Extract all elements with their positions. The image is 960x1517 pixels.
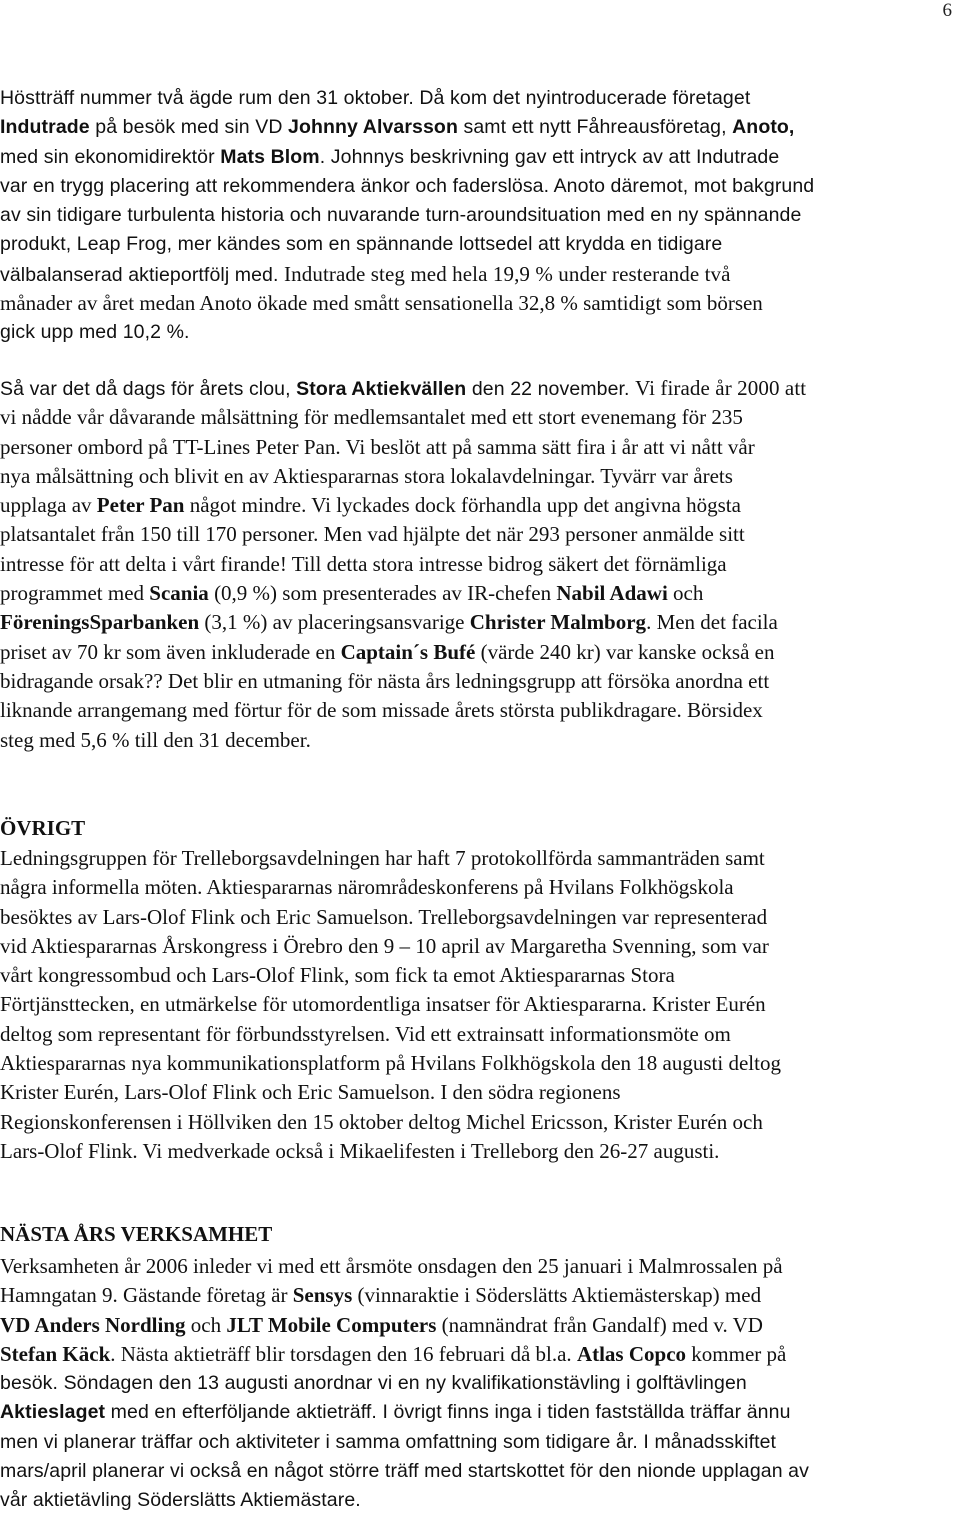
text-segment: Indutrade steg med hela 19,9 % under resterande två (284, 261, 731, 286)
text-line (0, 318, 960, 347)
bold-text: Nabil Adawi (556, 581, 668, 606)
text-line (0, 1486, 960, 1515)
bold-text: Anoto, (732, 116, 795, 139)
text-line (0, 1311, 960, 1340)
text-segment: Vi firade år 2000 att (635, 376, 807, 400)
bold-text: Mats Blom (220, 145, 320, 168)
text-segment: gick upp med 10,2 %. (0, 321, 190, 344)
paragraph-nasta-ars-verksamhet (0, 1252, 960, 1516)
text-line (0, 260, 960, 289)
bold-text: Aktieslaget (0, 1401, 106, 1424)
text-line (0, 374, 960, 403)
text-line (0, 1457, 960, 1486)
text-segment: (värde 240 kr) var kanske också en (475, 639, 775, 664)
text-line (0, 1369, 960, 1398)
text-segment: bidragande orsak?? Det blir en utmaning för nästa års ledningsgrupp att försöka anordna ett (0, 668, 770, 693)
text-segment: välbalanserad aktieportfölj med. (0, 263, 285, 286)
bold-text: Captain´s Bufé (340, 639, 476, 664)
text-line (0, 990, 960, 1019)
text-segment: besök. Söndagen den 13 augusti anordnar vi en ny kvalifikationstävling i golftävlingen (0, 1372, 747, 1395)
text-segment: den 22 november. (466, 378, 636, 400)
text-segment: något mindre. Vi lyckades dock förhandla upp det angivna högsta (184, 493, 741, 518)
text-segment: Verksamheten år 2006 inleder vi med ett årsmöte onsdagen den 25 januari i Malmrossalen på (0, 1254, 783, 1278)
text-segment: liknande arrangemang med förtur för de som missade årets största publikdragare. Börsidex (0, 698, 763, 723)
text-line (0, 113, 960, 142)
text-line (0, 1137, 960, 1166)
page-number: 6 (942, 0, 952, 21)
text-segment: med en efterföljande aktieträff. I övrigt finns inga i tiden fastställda träffar ännu (105, 1401, 791, 1424)
text-line (0, 230, 960, 259)
text-segment: Ledningsgruppen för Trelleborgsavdelningen har haft 7 protokollförda sammanträden samt (0, 846, 765, 870)
bold-text: Peter Pan (96, 493, 185, 518)
text-segment: mars/april planerar vi också en något större träff med startskottet för den nionde upplagan av (0, 1460, 809, 1483)
text-segment: upplaga av (0, 493, 97, 518)
text-line (0, 289, 960, 318)
text-segment: Aktiespararnas nya kommunikationsplatform på Hvilans Folkhögskola den 18 augusti deltog (0, 1051, 781, 1076)
text-segment: produkt, Leap Frog, mer kändes som en spännande lottsedel att krydda en tidigare (0, 233, 723, 256)
paragraph-ovrigt (0, 844, 960, 1166)
text-segment: vid Aktiespararnas Årskongress i Örebro den 9 – 10 april av Margaretha Svenning, som var (0, 933, 769, 958)
bold-text: Stora Aktiekvällen (296, 378, 467, 400)
text-segment: platsantalet från 150 till 170 personer. Men vad hjälpte det när 293 personer anmälde sitt (0, 522, 745, 547)
text-line (0, 1020, 960, 1049)
text-line (0, 844, 960, 873)
text-line (0, 932, 960, 961)
text-line (0, 961, 960, 990)
text-segment: Krister Eurén, Lars-Olof Flink och Eric Samuelson. I den södra regionens (0, 1080, 621, 1105)
text-segment: . Men det facila (646, 610, 778, 635)
text-line (0, 172, 960, 201)
text-segment: steg med 5,6 % till den 31 december. (0, 727, 311, 752)
text-segment: . Nästa aktieträff blir torsdagen den 16 februari då bl.a. (110, 1341, 577, 1366)
text-segment: (namnändrat från Gandalf) med v. VD (436, 1312, 763, 1337)
text-segment: Förtjänsttecken, en utmärkelse för utomordentliga insatser för Aktiespararna. Krister Eurén (0, 992, 766, 1017)
text-segment: var en trygg placering att rekommendera änkor och faderslösa. Anoto däremot, mot bakgrund (0, 174, 815, 197)
text-line (0, 143, 960, 172)
text-segment: (3,1 %) av placeringsansvarige (199, 610, 470, 635)
bold-text: JLT Mobile Computers (226, 1312, 437, 1337)
section-heading-nasta-ars-verksamhet: NÄSTA ÅRS VERKSAMHET (0, 1222, 273, 1246)
section-heading-ovrigt: ÖVRIGT (0, 816, 86, 840)
bold-text: FöreningsSparbanken (0, 610, 200, 635)
text-line (0, 1281, 960, 1310)
text-segment: kommer på (686, 1341, 787, 1366)
text-line (0, 579, 960, 608)
bold-text: Stefan Käck (0, 1341, 111, 1366)
paragraph-aktiekvallen (0, 374, 960, 755)
text-line (0, 1340, 960, 1369)
bold-text: Indutrade (0, 116, 90, 139)
text-line (0, 403, 960, 432)
text-segment: personer ombord på TT-Lines Peter Pan. Vi beslöt att på samma sätt fira i år att vi nått vår (0, 434, 755, 459)
text-segment: med sin ekonomidirektör (0, 145, 221, 168)
text-segment: programmet med (0, 581, 150, 606)
text-line (0, 462, 960, 491)
text-line (0, 667, 960, 696)
bold-text: Christer Malmborg (469, 610, 647, 635)
bold-text: Sensys (292, 1283, 353, 1308)
text-segment: några informella möten. Aktiespararnas närområdeskonferens på Hvilans Folkhögskola (0, 875, 734, 900)
text-segment: vår aktietävling Söderslätts Aktiemästare. (0, 1489, 361, 1512)
text-line (0, 520, 960, 549)
text-segment: men vi planerar träffar och aktiviteter i samma omfattning som tidigare år. I månadsskiftet (0, 1430, 777, 1453)
bold-text: Scania (149, 581, 209, 606)
text-segment: besöktes av Lars-Olof Flink och Eric Samuelson. Trelleborgsavdelningen var representerad (0, 904, 768, 929)
paragraph-hosttraff (0, 84, 960, 348)
text-segment: Lars-Olof Flink. Vi medverkade också i Mikaelifesten i Trelleborg den 26-27 augusti. (0, 1138, 720, 1163)
text-segment: vårt kongressombud och Lars-Olof Flink, som fick ta emot Aktiespararnas Stora (0, 963, 675, 988)
text-line (0, 84, 960, 113)
text-line (0, 1252, 960, 1281)
text-line (0, 873, 960, 902)
text-line (0, 201, 960, 230)
text-line (0, 1049, 960, 1078)
text-line (0, 550, 960, 579)
text-segment: priset av 70 kr som även inkluderade en (0, 639, 341, 664)
text-line (0, 491, 960, 520)
text-line (0, 1428, 960, 1457)
bold-text: Atlas Copco (576, 1341, 687, 1366)
text-line (0, 1078, 960, 1107)
text-segment: månader av året medan Anoto ökade med smått sensationella 32,8 % samtidigt som börsen (0, 291, 763, 316)
text-segment: Höstträff nummer två ägde rum den 31 oktober. Då kom det nyintroducerade företaget (0, 87, 751, 109)
text-segment: på besök med sin VD (89, 116, 289, 139)
text-segment: . Johnnys beskrivning gav ett intryck av att Indutrade (319, 145, 780, 168)
text-line (0, 608, 960, 637)
text-segment: och (667, 581, 704, 606)
text-segment: deltog som representant för förbundsstyrelsen. Vid ett extrainsatt informationsmöte om (0, 1021, 731, 1046)
text-segment: (vinnaraktie i Söderslätts Aktiemästerskap) med (352, 1283, 762, 1308)
bold-text: Johnny Alvarsson (288, 116, 458, 139)
text-segment: Hamngatan 9. Gästande företag är (0, 1283, 293, 1308)
text-line (0, 903, 960, 932)
text-segment: av sin tidigare turbulenta historia och nuvarande turn-aroundsituation med en ny spännande (0, 204, 802, 227)
text-line (0, 1108, 960, 1137)
text-line (0, 726, 960, 755)
text-segment: Regionskonferensen i Höllviken den 15 oktober deltog Michel Ericsson, Krister Eurén och (0, 1109, 763, 1134)
text-line (0, 1398, 960, 1427)
text-segment: (0,9 %) som presenterades av IR-chefen (208, 581, 557, 606)
text-segment: och (185, 1312, 227, 1337)
bold-text: VD Anders Nordling (0, 1312, 186, 1337)
text-segment: samt ett nytt Fåhreausföretag, (457, 116, 733, 139)
text-line (0, 696, 960, 725)
text-segment: nya målsättning och blivit en av Aktiespararnas stora lokalavdelningar. Tyvärr var årets (0, 463, 733, 488)
text-line (0, 433, 960, 462)
text-line (0, 638, 960, 667)
text-segment: Så var det då dags för årets clou, (0, 378, 297, 400)
text-segment: intresse för att delta i vårt firande! Till detta stora intresse bidrog säkert det förnämliga (0, 551, 727, 576)
text-segment: vi nådde vår dåvarande målsättning för medlemsantalet med ett stort evenemang för 235 (0, 405, 743, 430)
